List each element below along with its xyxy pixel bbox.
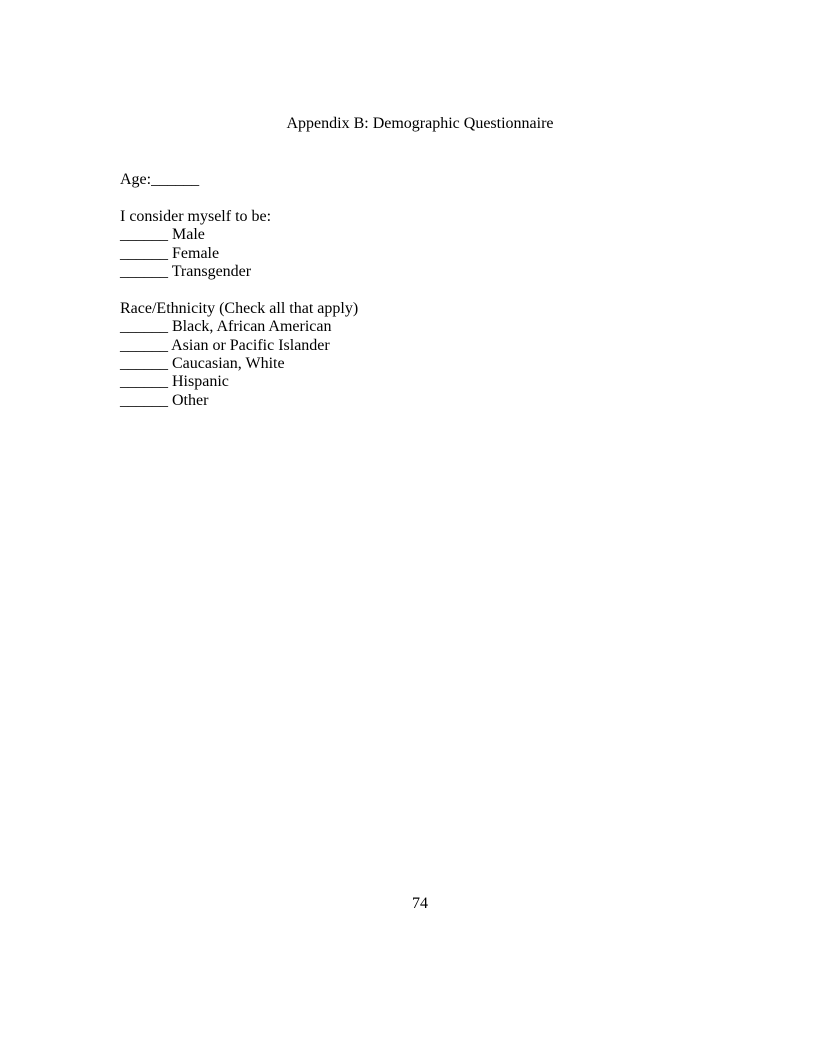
race-prompt: Race/Ethnicity (Check all that apply): [120, 299, 359, 317]
race-option-black: ______ Black, African American: [120, 318, 332, 336]
race-option-white: ______ Caucasian, White: [120, 354, 285, 372]
page-number: 74: [412, 895, 428, 912]
race-option-other: ______ Other: [120, 391, 209, 409]
gender-option-female: ______ Female: [120, 244, 220, 262]
page-title: Appendix B: Demographic Questionnaire: [286, 115, 554, 132]
gender-prompt: I consider myself to be:: [120, 207, 272, 225]
spacer: [120, 189, 358, 207]
questionnaire-body: [120, 171, 358, 410]
gender-option-male: ______ Male: [120, 226, 205, 244]
race-option-asian: ______ Asian or Pacific Islander: [120, 336, 330, 354]
spacer: [120, 281, 358, 299]
race-option-hispanic: ______ Hispanic: [120, 373, 229, 391]
gender-option-transgender: ______ Transgender: [120, 262, 252, 280]
age-field: Age:______: [120, 171, 200, 188]
